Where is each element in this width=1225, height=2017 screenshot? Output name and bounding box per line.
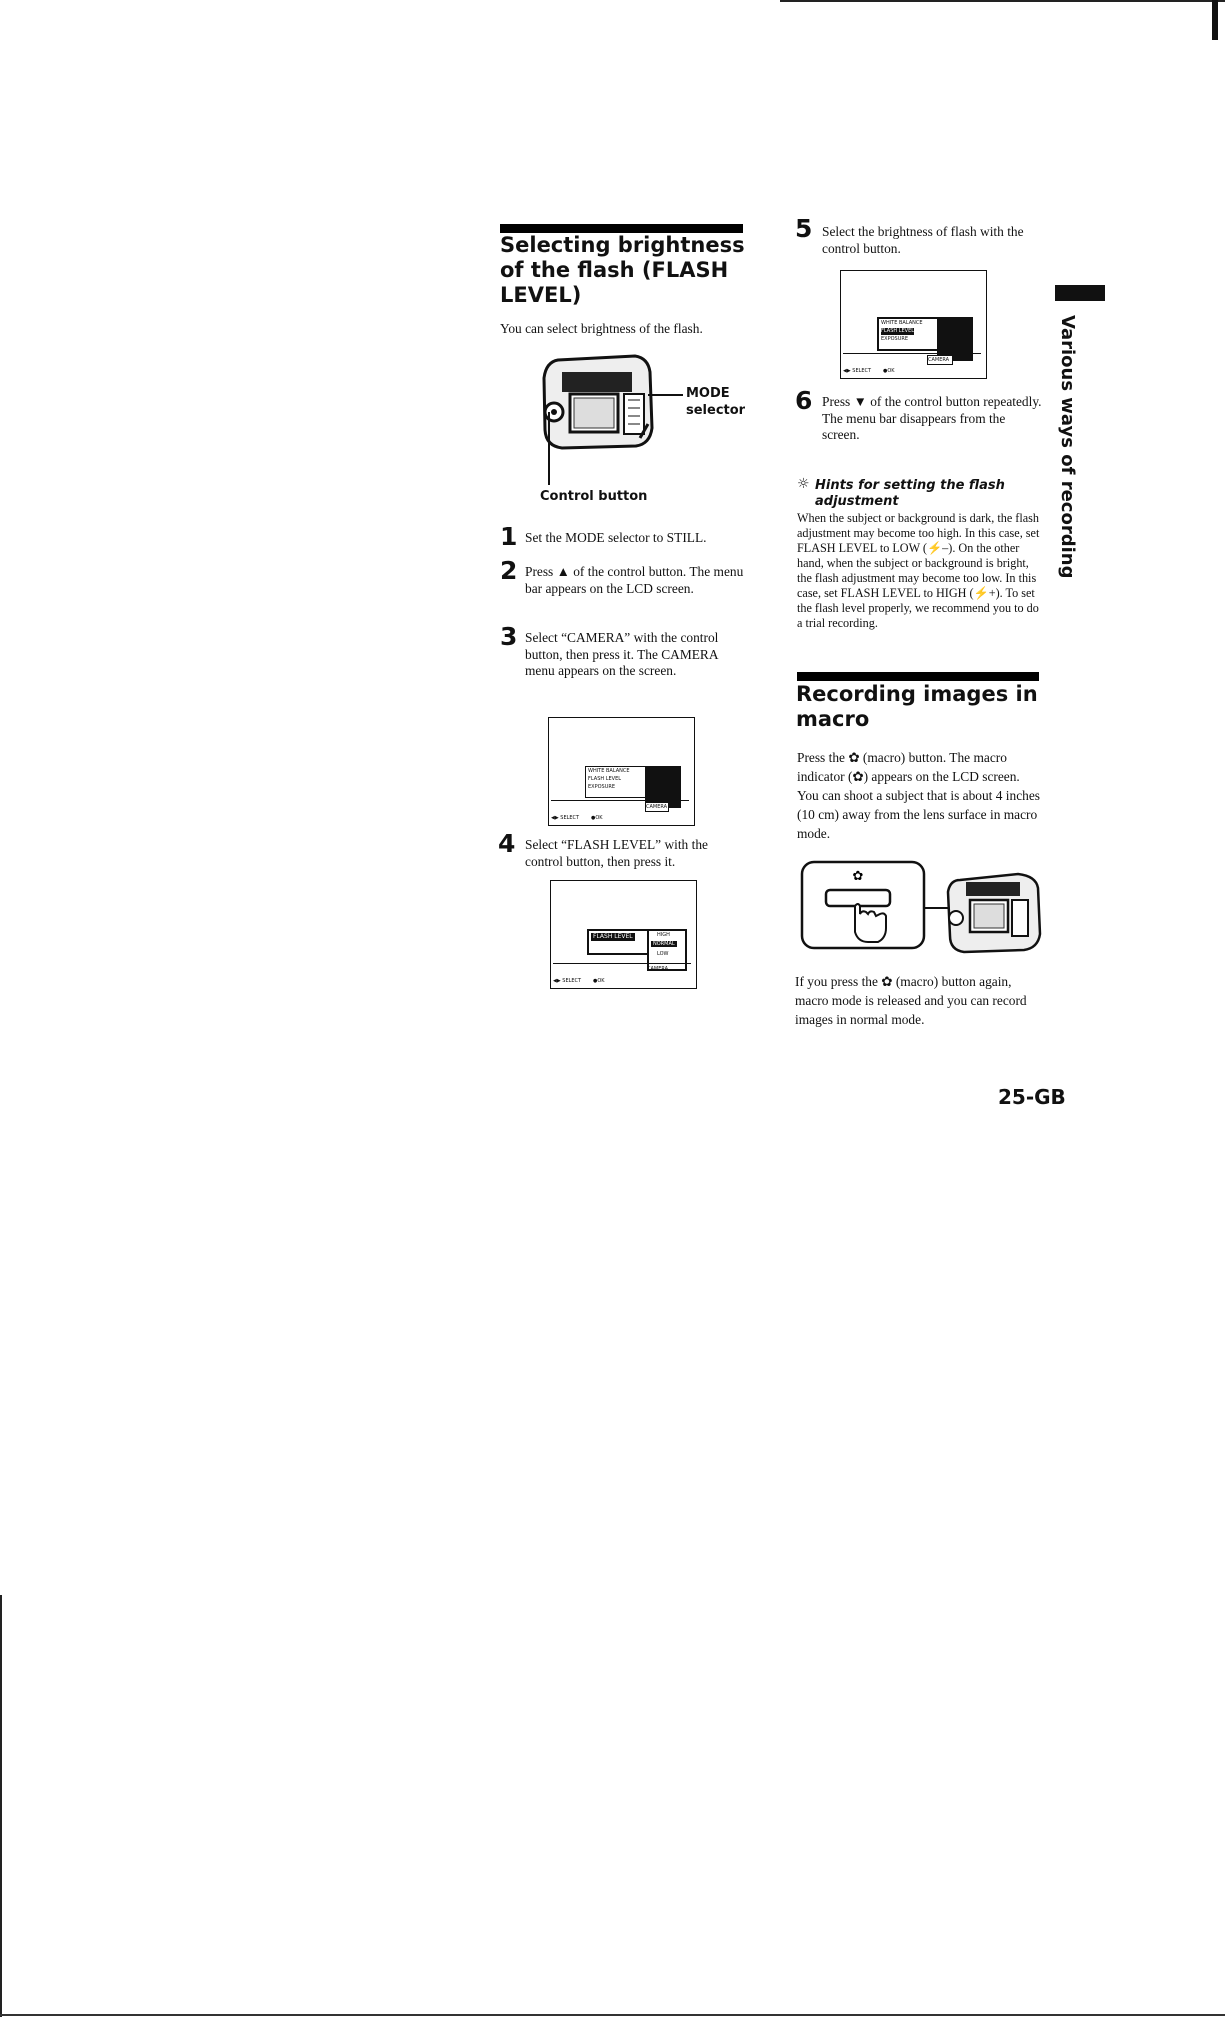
step-text-2: Press ▲ of the control button. The menu bar appears on the LCD screen. — [525, 564, 744, 596]
hint-icon: ☼ — [797, 476, 810, 492]
hints-title: Hints for setting the flash — [815, 478, 1005, 493]
step-number-6: 6 — [795, 386, 813, 415]
section-rule — [500, 224, 743, 233]
intro-text: You can select brightness of the flash. — [500, 321, 703, 336]
side-tab-label: Various ways of recording — [1057, 315, 1078, 579]
submenu-high: HIGH — [657, 932, 670, 938]
step-number-5: 5 — [795, 214, 813, 243]
scan-edge-left — [0, 1595, 2, 2017]
menu-bar-ok: ●OK — [591, 815, 603, 821]
lcd-screen-2 — [550, 880, 697, 989]
step-number-3: 3 — [500, 622, 518, 651]
mode-selector-leader — [648, 394, 683, 396]
page-edge-mark — [1212, 0, 1218, 40]
submenu-normal: NORMAL — [653, 941, 675, 947]
macro-text-2: If you press the ✿ (macro) button again, macro mode is released and you can record images in normal mode. — [795, 974, 1027, 1027]
menu-bar-select-2: ◀▶ SELECT — [553, 978, 582, 984]
hints-text: When the subject or background is dark, the flash adjustment may become too high. In this case, set FLASH LEVEL to LOW (⚡–). On the other hand, when the subject or background is bright, the flash adjustment may become too low. In this case, set FLASH LEVEL to HIGH (⚡+). To set the flash level properly, we recommend you to do a trial recording. — [797, 511, 1040, 630]
menu-item-white-balance: WHITE BALANCE — [588, 768, 630, 774]
step-number-2: 2 — [500, 556, 518, 585]
step-text-1: Set the MODE selector to STILL. — [525, 530, 707, 545]
menu-item-exposure: EXPOSURE — [588, 784, 616, 790]
menu-bar-ok-3: ●OK — [883, 368, 895, 374]
menu-bar-2 — [553, 963, 691, 978]
menu-item-exposure-3: EXPOSURE — [881, 336, 909, 342]
menu-bar-select: ◀▶ SELECT — [551, 815, 580, 821]
step-text-6: Press ▼ of the control button repeatedly. The menu bar disappears from the screen. — [822, 394, 1042, 442]
menu-item-flash-level: FLASH LEVEL — [588, 776, 622, 782]
section-rule-2 — [797, 672, 1039, 681]
control-button-leader — [548, 412, 550, 485]
side-tab-marker — [1055, 285, 1105, 301]
step-text-3: Select “CAMERA” with the control button, then press it. The CAMERA menu appears on the screen. — [525, 630, 719, 678]
step-text-5: Select the brightness of flash with the control button. — [822, 224, 1024, 256]
menu-bar-ok-2: ●OK — [593, 978, 605, 984]
macro-button-illustration — [800, 858, 1050, 958]
menu-bar-camera: CAMERA — [646, 804, 668, 810]
section2-title: Recording images in macro — [796, 682, 1038, 731]
mode-selector-label: MODE — [686, 386, 730, 401]
page-number: 25-GB — [998, 1085, 1066, 1109]
menu-bar-3 — [843, 353, 981, 368]
menu-bar-select-3: ◀▶ SELECT — [843, 368, 872, 374]
menu-item-flash-level-selected: FLASH LEVEL — [593, 933, 633, 940]
step-number-4: 4 — [498, 829, 516, 858]
lcd-screen-3 — [840, 270, 987, 379]
svg-text:✿: ✿ — [852, 869, 864, 884]
menu-panel — [585, 766, 647, 798]
macro-text: Press the ✿ (macro) button. The macro indicator (✿) appears on the LCD screen. You can shoot a subject that is about 4 inches (10 cm) away from the lens surface in macro mode. — [797, 750, 1040, 841]
step-text-4: Select “FLASH LEVEL” with the control button, then press it. — [525, 837, 708, 869]
control-button-label: Control button — [540, 489, 648, 504]
menu-panel-flash — [587, 929, 651, 955]
camera-illustration — [540, 350, 660, 455]
section-title: Selecting brightness of the flash (FLASH LEVEL) — [500, 233, 745, 307]
scan-edge-bottom — [0, 2014, 1225, 2016]
step-number-1: 1 — [500, 522, 518, 551]
menu-bar-camera-3: CAMERA — [927, 355, 953, 365]
menu-item-white-balance-3: WHITE BALANCE — [881, 320, 923, 326]
page-edge-line — [780, 0, 1225, 2]
menu-item-flash-level-3: FLASH LEVEL — [881, 328, 915, 334]
mode-selector-label-2: selector — [686, 403, 746, 418]
hints-title-2: adjustment — [815, 494, 899, 509]
menu-bar-camera-2: CAMERA — [647, 966, 669, 972]
lcd-screen-1 — [548, 717, 695, 826]
menu-panel-3 — [877, 317, 941, 351]
submenu-low: LOW — [657, 951, 669, 957]
